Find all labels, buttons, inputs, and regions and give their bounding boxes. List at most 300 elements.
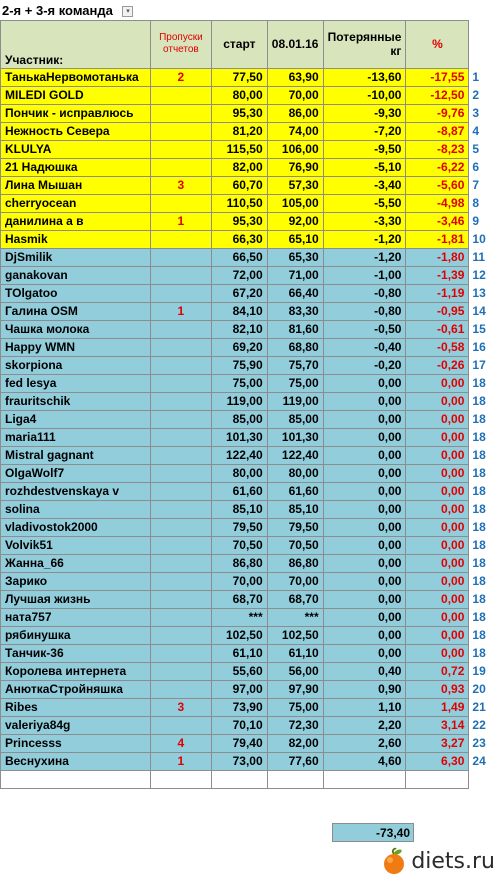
cell-pct[interactable]: 0,00 <box>406 501 469 519</box>
cell-pct[interactable]: -0,26 <box>406 357 469 375</box>
cell-start[interactable]: 84,10 <box>212 303 267 321</box>
header-current: 08.01.16 <box>267 21 323 69</box>
cell-current[interactable]: 101,30 <box>267 429 323 447</box>
cell-rank: 8 <box>469 195 499 213</box>
cell-rank: 21 <box>469 699 499 717</box>
cell-skip[interactable] <box>150 105 212 123</box>
cell-current[interactable]: 70,50 <box>267 537 323 555</box>
cell-pct[interactable]: 6,30 <box>406 753 469 771</box>
cell-lost[interactable]: 0,90 <box>323 681 406 699</box>
cell-rank: 13 <box>469 285 499 303</box>
cell-pct[interactable]: 0,00 <box>406 645 469 663</box>
cell-start[interactable]: 60,70 <box>212 177 267 195</box>
cell-skip[interactable] <box>150 141 212 159</box>
cell-lost[interactable]: 0,00 <box>323 465 406 483</box>
cell-skip[interactable] <box>150 717 212 735</box>
cell-pct[interactable]: 0,00 <box>406 429 469 447</box>
cell-rank: 18 <box>469 573 499 591</box>
cell-skip[interactable] <box>150 411 212 429</box>
cell-skip[interactable] <box>150 483 212 501</box>
filter-dropdown-icon[interactable]: ▾ <box>122 6 133 17</box>
cell-start[interactable]: 101,30 <box>212 429 267 447</box>
cell-start[interactable]: 122,40 <box>212 447 267 465</box>
cell-start[interactable]: 66,30 <box>212 231 267 249</box>
table-row <box>1 303 499 321</box>
cell-lost[interactable]: 0,00 <box>323 429 406 447</box>
cell-current[interactable]: 105,00 <box>267 195 323 213</box>
cell-current[interactable]: 71,00 <box>267 267 323 285</box>
cell-current[interactable]: 57,30 <box>267 177 323 195</box>
cell-start[interactable]: 70,50 <box>212 537 267 555</box>
cell-skip[interactable] <box>150 87 212 105</box>
cell-rank: 18 <box>469 483 499 501</box>
cell-current[interactable]: 102,50 <box>267 627 323 645</box>
cell-name[interactable]: Volvik51 <box>1 537 151 555</box>
cell-name[interactable]: frauritschik <box>1 393 151 411</box>
cell-skip[interactable] <box>150 537 212 555</box>
table-row <box>1 501 499 519</box>
cell-name[interactable]: OlgaWolf7 <box>1 465 151 483</box>
cell-skip[interactable] <box>150 159 212 177</box>
cell-current[interactable]: 66,40 <box>267 285 323 303</box>
cell-name[interactable]: Нежность Севера <box>1 123 151 141</box>
table-row <box>1 663 499 681</box>
cell-name[interactable]: Hasmik <box>1 231 151 249</box>
cell-name[interactable]: данилина а в <box>1 213 151 231</box>
empty-cell[interactable] <box>406 771 469 789</box>
table-row <box>1 609 499 627</box>
cell-lost[interactable]: -13,60 <box>323 69 406 87</box>
cell-lost[interactable]: 2,20 <box>323 717 406 735</box>
cell-rank: 15 <box>469 321 499 339</box>
cell-name[interactable]: Королева интернета <box>1 663 151 681</box>
header-rank-blank <box>469 21 499 69</box>
table-row <box>1 717 499 735</box>
cell-pct[interactable]: 0,00 <box>406 519 469 537</box>
cell-start[interactable]: 85,10 <box>212 501 267 519</box>
cell-rank: 10 <box>469 231 499 249</box>
cell-lost[interactable]: -3,40 <box>323 177 406 195</box>
cell-name[interactable]: skorpiona <box>1 357 151 375</box>
cell-name[interactable]: Чашка молока <box>1 321 151 339</box>
cell-name[interactable]: Зарико <box>1 573 151 591</box>
header-skip: Пропуски отчетов <box>150 21 212 69</box>
cell-name[interactable]: MILEDI GOLD <box>1 87 151 105</box>
cell-start[interactable]: 72,00 <box>212 267 267 285</box>
cell-skip[interactable] <box>150 285 212 303</box>
cell-start[interactable]: 66,50 <box>212 249 267 267</box>
cell-name[interactable]: Галина OSM <box>1 303 151 321</box>
cell-pct[interactable]: -6,22 <box>406 159 469 177</box>
cell-current[interactable]: 63,90 <box>267 69 323 87</box>
cell-pct[interactable]: 0,00 <box>406 537 469 555</box>
cell-name[interactable]: Лучшая жизнь <box>1 591 151 609</box>
cell-skip[interactable]: 3 <box>150 699 212 717</box>
cell-pct[interactable]: 0,00 <box>406 411 469 429</box>
cell-current[interactable]: 83,30 <box>267 303 323 321</box>
cell-skip[interactable] <box>150 339 212 357</box>
cell-skip[interactable] <box>150 429 212 447</box>
cell-pct[interactable]: 0,00 <box>406 555 469 573</box>
cell-start[interactable]: 86,80 <box>212 555 267 573</box>
cell-lost[interactable]: 4,60 <box>323 753 406 771</box>
header-start: старт <box>212 21 267 69</box>
cell-pct[interactable]: 1,49 <box>406 699 469 717</box>
cell-current[interactable]: 82,00 <box>267 735 323 753</box>
cell-name[interactable]: Princesss <box>1 735 151 753</box>
results-table <box>0 20 499 789</box>
cell-pct[interactable]: 0,00 <box>406 573 469 591</box>
cell-pct[interactable]: 0,00 <box>406 447 469 465</box>
table-row <box>1 645 499 663</box>
cell-current[interactable]: 75,70 <box>267 357 323 375</box>
cell-pct[interactable]: 0,00 <box>406 627 469 645</box>
empty-cell[interactable] <box>212 771 267 789</box>
cell-lost[interactable]: 0,40 <box>323 663 406 681</box>
cell-current[interactable]: 68,70 <box>267 591 323 609</box>
cell-rank: 18 <box>469 447 499 465</box>
empty-cell[interactable] <box>469 771 499 789</box>
cell-start[interactable]: 119,00 <box>212 393 267 411</box>
cell-lost[interactable]: 0,00 <box>323 645 406 663</box>
cell-name[interactable]: Пончик - исправлюсь <box>1 105 151 123</box>
cell-skip[interactable] <box>150 447 212 465</box>
cell-lost[interactable]: -0,50 <box>323 321 406 339</box>
cell-rank: 6 <box>469 159 499 177</box>
cell-lost[interactable]: -9,30 <box>323 105 406 123</box>
cell-name[interactable]: Mistral gagnant <box>1 447 151 465</box>
cell-pct[interactable]: 3,14 <box>406 717 469 735</box>
cell-start[interactable]: 110,50 <box>212 195 267 213</box>
cell-pct[interactable]: -0,58 <box>406 339 469 357</box>
empty-row <box>1 771 499 789</box>
cell-skip[interactable] <box>150 231 212 249</box>
table-row <box>1 537 499 555</box>
cell-lost[interactable]: -7,20 <box>323 123 406 141</box>
cell-rank: 18 <box>469 501 499 519</box>
cell-name[interactable]: АнюткаСтройняшка <box>1 681 151 699</box>
cell-skip[interactable] <box>150 249 212 267</box>
cell-pct[interactable]: 0,72 <box>406 663 469 681</box>
cell-start[interactable]: 79,40 <box>212 735 267 753</box>
cell-lost[interactable]: 0,00 <box>323 447 406 465</box>
table-row <box>1 429 499 447</box>
cell-start[interactable]: 85,00 <box>212 411 267 429</box>
cell-start[interactable]: 75,90 <box>212 357 267 375</box>
cell-name[interactable]: maria111 <box>1 429 151 447</box>
cell-rank: 24 <box>469 753 499 771</box>
cell-current[interactable]: 86,80 <box>267 555 323 573</box>
cell-start[interactable]: 102,50 <box>212 627 267 645</box>
watermark <box>379 844 495 878</box>
cell-lost[interactable]: 0,00 <box>323 519 406 537</box>
cell-skip[interactable] <box>150 393 212 411</box>
cell-pct[interactable]: -17,55 <box>406 69 469 87</box>
cell-pct[interactable]: -8,87 <box>406 123 469 141</box>
table-row <box>1 267 499 285</box>
cell-current[interactable]: 86,00 <box>267 105 323 123</box>
cell-start[interactable]: 95,30 <box>212 105 267 123</box>
cell-name[interactable]: vladivostok2000 <box>1 519 151 537</box>
cell-pct[interactable]: 0,93 <box>406 681 469 699</box>
cell-skip[interactable]: 3 <box>150 177 212 195</box>
cell-pct[interactable]: -1,39 <box>406 267 469 285</box>
cell-skip[interactable] <box>150 609 212 627</box>
cell-skip[interactable] <box>150 375 212 393</box>
cell-start[interactable]: 82,00 <box>212 159 267 177</box>
table-row <box>1 681 499 699</box>
cell-current[interactable]: 75,00 <box>267 699 323 717</box>
cell-skip[interactable]: 1 <box>150 213 212 231</box>
cell-skip[interactable] <box>150 681 212 699</box>
cell-pct[interactable]: -5,60 <box>406 177 469 195</box>
cell-pct[interactable]: 3,27 <box>406 735 469 753</box>
cell-current[interactable]: 75,00 <box>267 375 323 393</box>
cell-start[interactable]: *** <box>212 609 267 627</box>
cell-rank: 4 <box>469 123 499 141</box>
cell-rank: 18 <box>469 627 499 645</box>
cell-skip[interactable] <box>150 663 212 681</box>
cell-lost[interactable]: 0,00 <box>323 609 406 627</box>
cell-pct[interactable]: -4,98 <box>406 195 469 213</box>
table-row <box>1 105 499 123</box>
cell-skip[interactable] <box>150 627 212 645</box>
cell-start[interactable]: 77,50 <box>212 69 267 87</box>
cell-pct[interactable]: 0,00 <box>406 375 469 393</box>
cell-skip[interactable] <box>150 357 212 375</box>
cell-name[interactable]: cherryocean <box>1 195 151 213</box>
cell-lost[interactable]: -1,20 <box>323 249 406 267</box>
cell-current[interactable]: 72,30 <box>267 717 323 735</box>
cell-pct[interactable]: -8,23 <box>406 141 469 159</box>
cell-lost[interactable]: 0,00 <box>323 591 406 609</box>
cell-skip[interactable] <box>150 465 212 483</box>
cell-current[interactable]: 122,40 <box>267 447 323 465</box>
cell-lost[interactable]: -0,20 <box>323 357 406 375</box>
cell-current[interactable]: 61,10 <box>267 645 323 663</box>
cell-name[interactable]: TOlgatoo <box>1 285 151 303</box>
cell-lost[interactable]: -5,10 <box>323 159 406 177</box>
cell-skip[interactable]: 1 <box>150 303 212 321</box>
cell-current[interactable]: 97,90 <box>267 681 323 699</box>
apple-icon <box>379 846 409 876</box>
cell-lost[interactable]: -5,50 <box>323 195 406 213</box>
cell-name[interactable]: ganakovan <box>1 267 151 285</box>
cell-lost[interactable]: -9,50 <box>323 141 406 159</box>
cell-start[interactable]: 97,00 <box>212 681 267 699</box>
cell-name[interactable]: 21 Надюшка <box>1 159 151 177</box>
cell-rank: 2 <box>469 87 499 105</box>
cell-pct[interactable]: -0,61 <box>406 321 469 339</box>
cell-current[interactable]: *** <box>267 609 323 627</box>
cell-start[interactable]: 79,50 <box>212 519 267 537</box>
cell-skip[interactable]: 1 <box>150 753 212 771</box>
table-row <box>1 573 499 591</box>
cell-skip[interactable] <box>150 123 212 141</box>
cell-current[interactable]: 119,00 <box>267 393 323 411</box>
cell-start[interactable]: 82,10 <box>212 321 267 339</box>
cell-lost[interactable]: 0,00 <box>323 627 406 645</box>
cell-skip[interactable] <box>150 573 212 591</box>
watermark-text: diets.ru <box>411 848 495 874</box>
cell-lost[interactable]: 0,00 <box>323 555 406 573</box>
cell-name[interactable]: Лина Мышан <box>1 177 151 195</box>
cell-start[interactable]: 68,70 <box>212 591 267 609</box>
cell-current[interactable]: 65,10 <box>267 231 323 249</box>
cell-start[interactable]: 115,50 <box>212 141 267 159</box>
cell-name[interactable]: Веснухина <box>1 753 151 771</box>
cell-start[interactable]: 81,20 <box>212 123 267 141</box>
cell-current[interactable]: 77,60 <box>267 753 323 771</box>
cell-lost[interactable]: 2,60 <box>323 735 406 753</box>
cell-lost[interactable]: 0,00 <box>323 573 406 591</box>
cell-pct[interactable]: -9,76 <box>406 105 469 123</box>
table-row <box>1 339 499 357</box>
cell-name[interactable]: rozhdestvenskaya v <box>1 483 151 501</box>
cell-name[interactable]: Танчик-36 <box>1 645 151 663</box>
cell-rank: 9 <box>469 213 499 231</box>
cell-rank: 11 <box>469 249 499 267</box>
cell-start[interactable]: 55,60 <box>212 663 267 681</box>
cell-name[interactable]: valeriya84g <box>1 717 151 735</box>
cell-lost[interactable]: -1,00 <box>323 267 406 285</box>
cell-name[interactable]: KLULYA <box>1 141 151 159</box>
cell-lost[interactable]: -10,00 <box>323 87 406 105</box>
cell-current[interactable]: 61,60 <box>267 483 323 501</box>
cell-pct[interactable]: -3,46 <box>406 213 469 231</box>
empty-cell[interactable] <box>150 771 212 789</box>
cell-name[interactable]: solina <box>1 501 151 519</box>
cell-lost[interactable]: -0,80 <box>323 303 406 321</box>
table-row <box>1 555 499 573</box>
cell-name[interactable]: Happy WMN <box>1 339 151 357</box>
cell-lost[interactable]: 0,00 <box>323 411 406 429</box>
cell-current[interactable]: 81,60 <box>267 321 323 339</box>
cell-pct[interactable]: 0,00 <box>406 609 469 627</box>
cell-name[interactable]: DjSmilik <box>1 249 151 267</box>
cell-current[interactable]: 85,00 <box>267 411 323 429</box>
cell-skip[interactable] <box>150 501 212 519</box>
cell-name[interactable]: Ribes <box>1 699 151 717</box>
cell-pct[interactable]: -12,50 <box>406 87 469 105</box>
table-row <box>1 195 499 213</box>
cell-skip[interactable] <box>150 591 212 609</box>
table-row <box>1 213 499 231</box>
cell-rank: 3 <box>469 105 499 123</box>
table-row <box>1 375 499 393</box>
cell-pct[interactable]: 0,00 <box>406 483 469 501</box>
cell-name[interactable]: рябинушка <box>1 627 151 645</box>
cell-pct[interactable]: -1,19 <box>406 285 469 303</box>
cell-current[interactable]: 70,00 <box>267 573 323 591</box>
cell-rank: 18 <box>469 519 499 537</box>
cell-rank: 18 <box>469 393 499 411</box>
cell-current[interactable]: 80,00 <box>267 465 323 483</box>
cell-lost[interactable]: 0,00 <box>323 483 406 501</box>
empty-cell[interactable] <box>267 771 323 789</box>
cell-start[interactable]: 67,20 <box>212 285 267 303</box>
cell-current[interactable]: 106,00 <box>267 141 323 159</box>
cell-start[interactable]: 80,00 <box>212 87 267 105</box>
cell-lost[interactable]: -3,30 <box>323 213 406 231</box>
cell-name[interactable]: ната757 <box>1 609 151 627</box>
cell-rank: 18 <box>469 555 499 573</box>
cell-skip[interactable] <box>150 267 212 285</box>
cell-start[interactable]: 73,90 <box>212 699 267 717</box>
cell-start[interactable]: 95,30 <box>212 213 267 231</box>
cell-pct[interactable]: -1,80 <box>406 249 469 267</box>
cell-skip[interactable] <box>150 519 212 537</box>
cell-pct[interactable]: -0,95 <box>406 303 469 321</box>
cell-pct[interactable]: 0,00 <box>406 393 469 411</box>
cell-name[interactable]: fed lesya <box>1 375 151 393</box>
cell-current[interactable]: 68,80 <box>267 339 323 357</box>
table-row <box>1 465 499 483</box>
cell-lost[interactable]: -1,20 <box>323 231 406 249</box>
cell-lost[interactable]: 0,00 <box>323 501 406 519</box>
cell-current[interactable]: 76,90 <box>267 159 323 177</box>
cell-name[interactable]: Жанна_66 <box>1 555 151 573</box>
cell-start[interactable]: 70,00 <box>212 573 267 591</box>
cell-current[interactable]: 65,30 <box>267 249 323 267</box>
cell-rank: 12 <box>469 267 499 285</box>
cell-skip[interactable] <box>150 555 212 573</box>
cell-pct[interactable]: -1,81 <box>406 231 469 249</box>
table-row <box>1 753 499 771</box>
cell-pct[interactable]: 0,00 <box>406 591 469 609</box>
total-lost-cell[interactable]: -73,40 <box>332 823 414 842</box>
cell-current[interactable]: 56,00 <box>267 663 323 681</box>
cell-lost[interactable]: 0,00 <box>323 375 406 393</box>
cell-skip[interactable] <box>150 645 212 663</box>
cell-current[interactable]: 85,10 <box>267 501 323 519</box>
cell-name[interactable]: Liga4 <box>1 411 151 429</box>
cell-start[interactable]: 69,20 <box>212 339 267 357</box>
cell-skip[interactable] <box>150 321 212 339</box>
cell-start[interactable]: 75,00 <box>212 375 267 393</box>
cell-start[interactable]: 73,00 <box>212 753 267 771</box>
sheet-title <box>2 2 133 20</box>
cell-skip[interactable]: 4 <box>150 735 212 753</box>
cell-start[interactable]: 61,60 <box>212 483 267 501</box>
cell-rank: 19 <box>469 663 499 681</box>
cell-lost[interactable]: 1,10 <box>323 699 406 717</box>
cell-start[interactable]: 61,10 <box>212 645 267 663</box>
cell-current[interactable]: 92,00 <box>267 213 323 231</box>
empty-cell[interactable] <box>1 771 151 789</box>
table-row <box>1 123 499 141</box>
empty-cell[interactable] <box>323 771 406 789</box>
table-row <box>1 447 499 465</box>
cell-lost[interactable]: -0,80 <box>323 285 406 303</box>
cell-pct[interactable]: 0,00 <box>406 465 469 483</box>
cell-lost[interactable]: -0,40 <box>323 339 406 357</box>
cell-rank: 16 <box>469 339 499 357</box>
cell-start[interactable]: 80,00 <box>212 465 267 483</box>
table-row <box>1 285 499 303</box>
cell-skip[interactable] <box>150 195 212 213</box>
table-row <box>1 321 499 339</box>
cell-skip[interactable]: 2 <box>150 69 212 87</box>
cell-current[interactable]: 79,50 <box>267 519 323 537</box>
cell-lost[interactable]: 0,00 <box>323 393 406 411</box>
cell-current[interactable]: 74,00 <box>267 123 323 141</box>
cell-name[interactable]: ТанькаНервомотанька <box>1 69 151 87</box>
table-row <box>1 483 499 501</box>
cell-current[interactable]: 70,00 <box>267 87 323 105</box>
cell-start[interactable]: 70,10 <box>212 717 267 735</box>
cell-lost[interactable]: 0,00 <box>323 537 406 555</box>
